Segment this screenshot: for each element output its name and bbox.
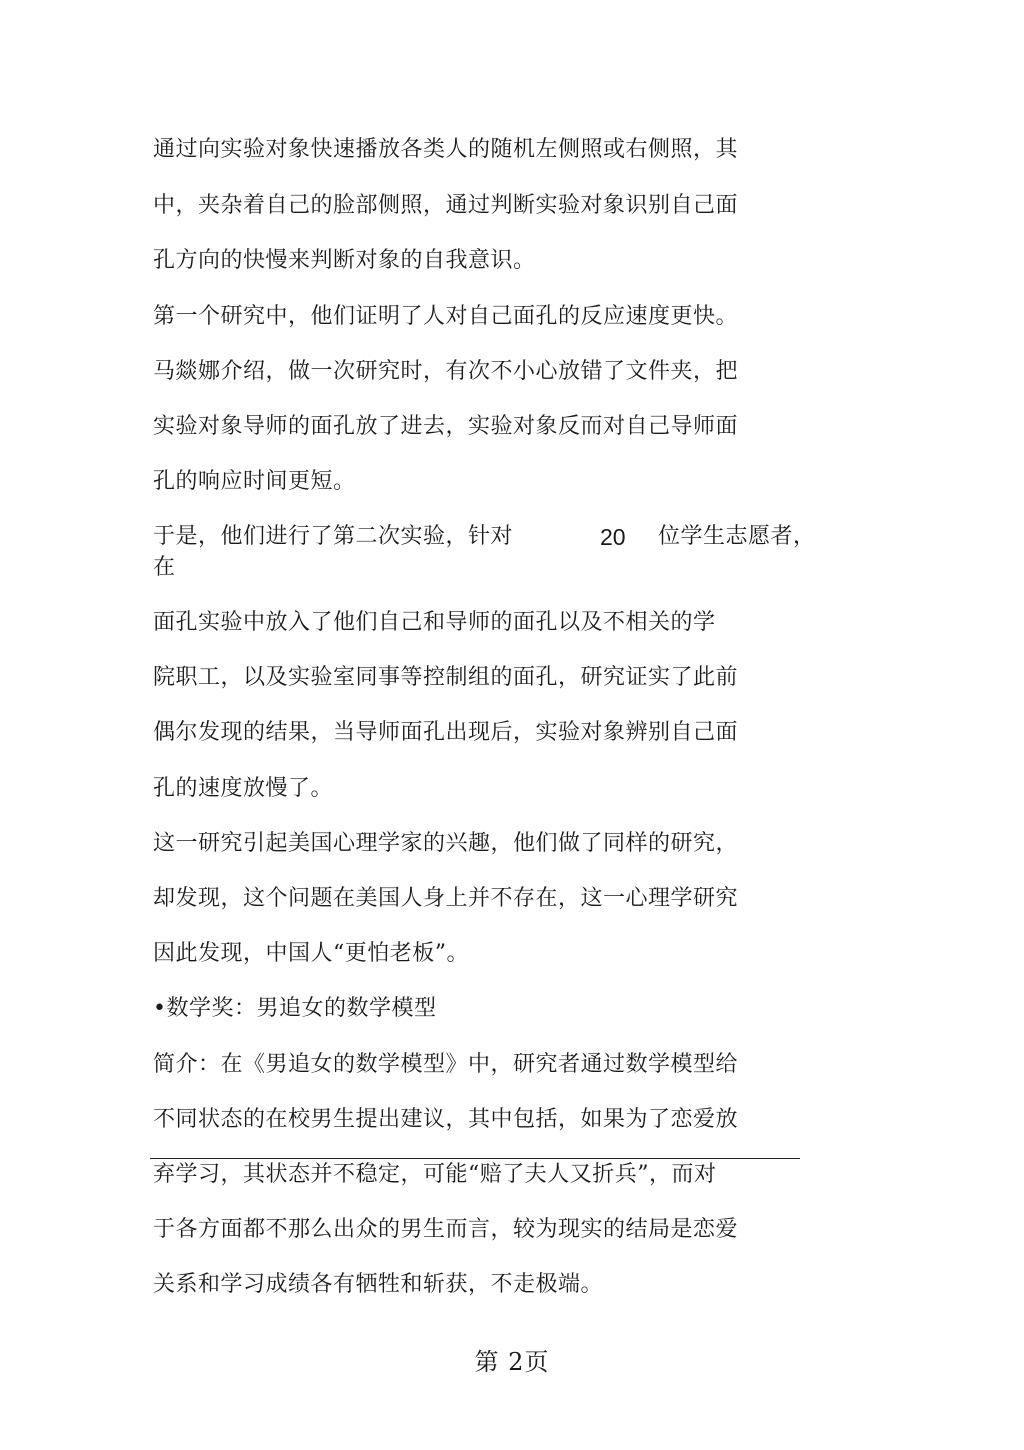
volunteer-count: 20 <box>600 524 626 550</box>
paragraph-line: 院职工，以及实验室同事等控制组的面孔，研究证实了此前 <box>153 665 739 690</box>
paragraph-line: 于各方面都不那么出众的男生而言，较为现实的结局是恋爱 <box>153 1217 739 1242</box>
paragraph-line: 这一研究引起美国心理学家的兴趣，他们做了同样的研究， <box>153 831 739 856</box>
paragraph-line: 实验对象导师的面孔放了进去，实验对象反而对自己导师面 <box>153 414 739 439</box>
paragraph-line: 关系和学习成绩各有牺牲和斩获，不走极端。 <box>153 1272 604 1297</box>
paragraph-line: 简介：在《男追女的数学模型》中，研究者通过数学模型给 <box>153 1052 739 1077</box>
paragraph-line-part: 位学生志愿者， <box>658 524 816 549</box>
paragraph-line: 孔的速度放慢了。 <box>153 776 334 801</box>
section-heading: •数学奖：男追女的数学模型 <box>153 996 437 1021</box>
paragraph-line: 弃学习，其状态并不稳定，可能“赔了夫人又折兵”，而对 <box>153 1162 717 1187</box>
paragraph-line: 面孔实验中放入了他们自己和导师的面孔以及不相关的学 <box>153 610 716 635</box>
paragraph-line: 因此发现，中国人“更怕老板”。 <box>153 941 469 966</box>
paragraph-line: 孔方向的快慢来判断对象的自我意识。 <box>153 248 536 273</box>
paragraph-line: 通过向实验对象快速播放各类人的随机左侧照或右侧照，其 <box>153 137 739 162</box>
paragraph-line-wrap: 在 <box>153 555 176 580</box>
page-number: 第 2页 <box>474 1348 550 1376</box>
paragraph-line-part: 于是，他们进行了第二次实验，针对 <box>153 524 514 549</box>
paragraph-line: 孔的响应时间更短。 <box>153 469 356 494</box>
paragraph-line: 马燚娜介绍，做一次研究时，有次不小心放错了文件夹，把 <box>153 359 739 384</box>
horizontal-rule <box>150 1158 800 1159</box>
paragraph-line: 不同状态的在校男生提出建议，其中包括，如果为了恋爱放 <box>153 1107 739 1132</box>
paragraph-line: 偶尔发现的结果，当导师面孔出现后，实验对象辨别自己面 <box>153 720 739 745</box>
paragraph-line: 第一个研究中，他们证明了人对自己面孔的反应速度更快。 <box>153 304 739 329</box>
paragraph-line: 中，夹杂着自己的脸部侧照，通过判断实验对象识别自己面 <box>153 193 739 218</box>
paragraph-line: 却发现，这个问题在美国人身上并不存在，这一心理学研究 <box>153 886 739 911</box>
